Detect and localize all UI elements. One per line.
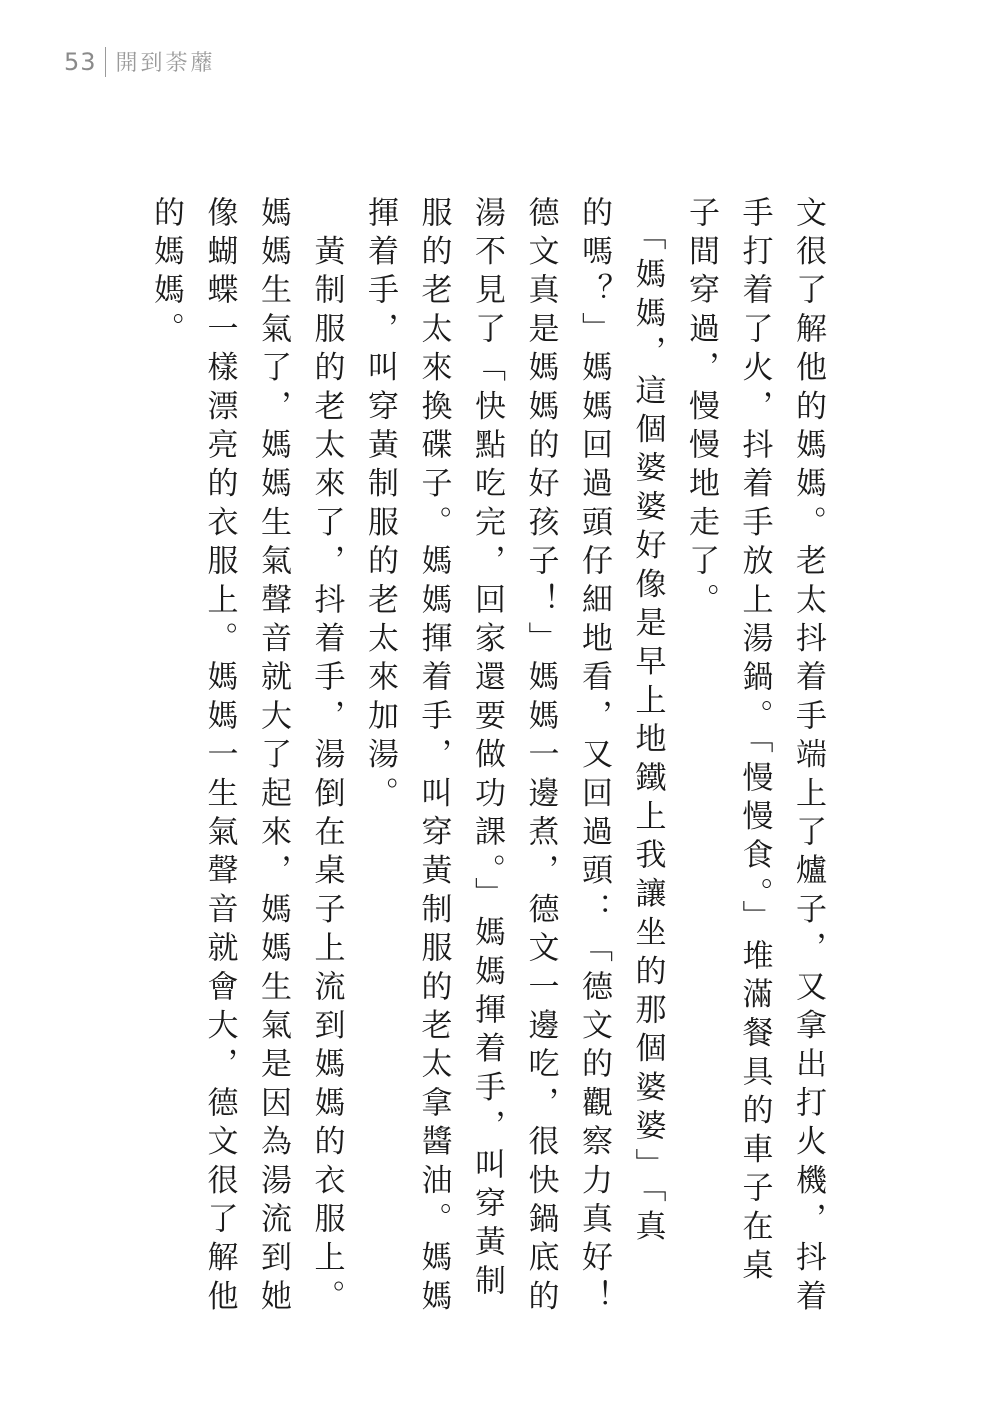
text-column: 的媽媽。 [148,196,184,351]
text-column: 德文真是媽媽的好孩子！」媽媽一邊煮，德文一邊吃，很快鍋底的 [522,196,559,1319]
text-column: 子間穿過，慢慢地走了。 [683,196,719,622]
text-column: 湯不見了「快點吃完，回家還要做功課。」媽媽揮着手，叫穿黃制 [469,196,505,1303]
text-column: 服的老太來換碟子。媽媽揮着手，叫穿黃制服的老太拿醬油。媽媽 [415,196,452,1319]
text-column: 的嗎？」媽媽回過頭仔細地看，又回過頭：「德文的觀察力真好！ [576,196,612,1319]
book-title: 開到荼蘼 [115,51,216,76]
text-column: 像蝴蝶一樣漂亮的衣服上。媽媽一生氣聲音就會大，德文很了解他 [201,196,238,1319]
text-column: 黃制服的老太來了，抖着手，湯倒在桌子上流到媽媽的衣服上。 [308,196,345,1319]
header-divider [105,47,106,77]
page-number: 53 [64,47,97,76]
text-column: 揮着手，叫穿黃制服的老太來加湯。 [362,196,398,816]
running-header [64,46,216,77]
text-column: 手打着了火，抖着手放上湯鍋。「慢慢食。」堆滿餐具的車子在桌 [736,196,773,1288]
text-column: 文很了解他的媽媽。老太抖着手端上了爐子，又拿出打火機，抖着 [790,196,826,1319]
vertical-body-text [139,196,835,1319]
text-column: 「媽媽，這個婆婆好像是早上地鐵上我讓坐的那個婆婆」「真 [629,196,666,1249]
text-column: 媽媽生氣了，媽媽生氣聲音就大了起來，媽媽生氣是因為湯流到她 [255,196,291,1319]
